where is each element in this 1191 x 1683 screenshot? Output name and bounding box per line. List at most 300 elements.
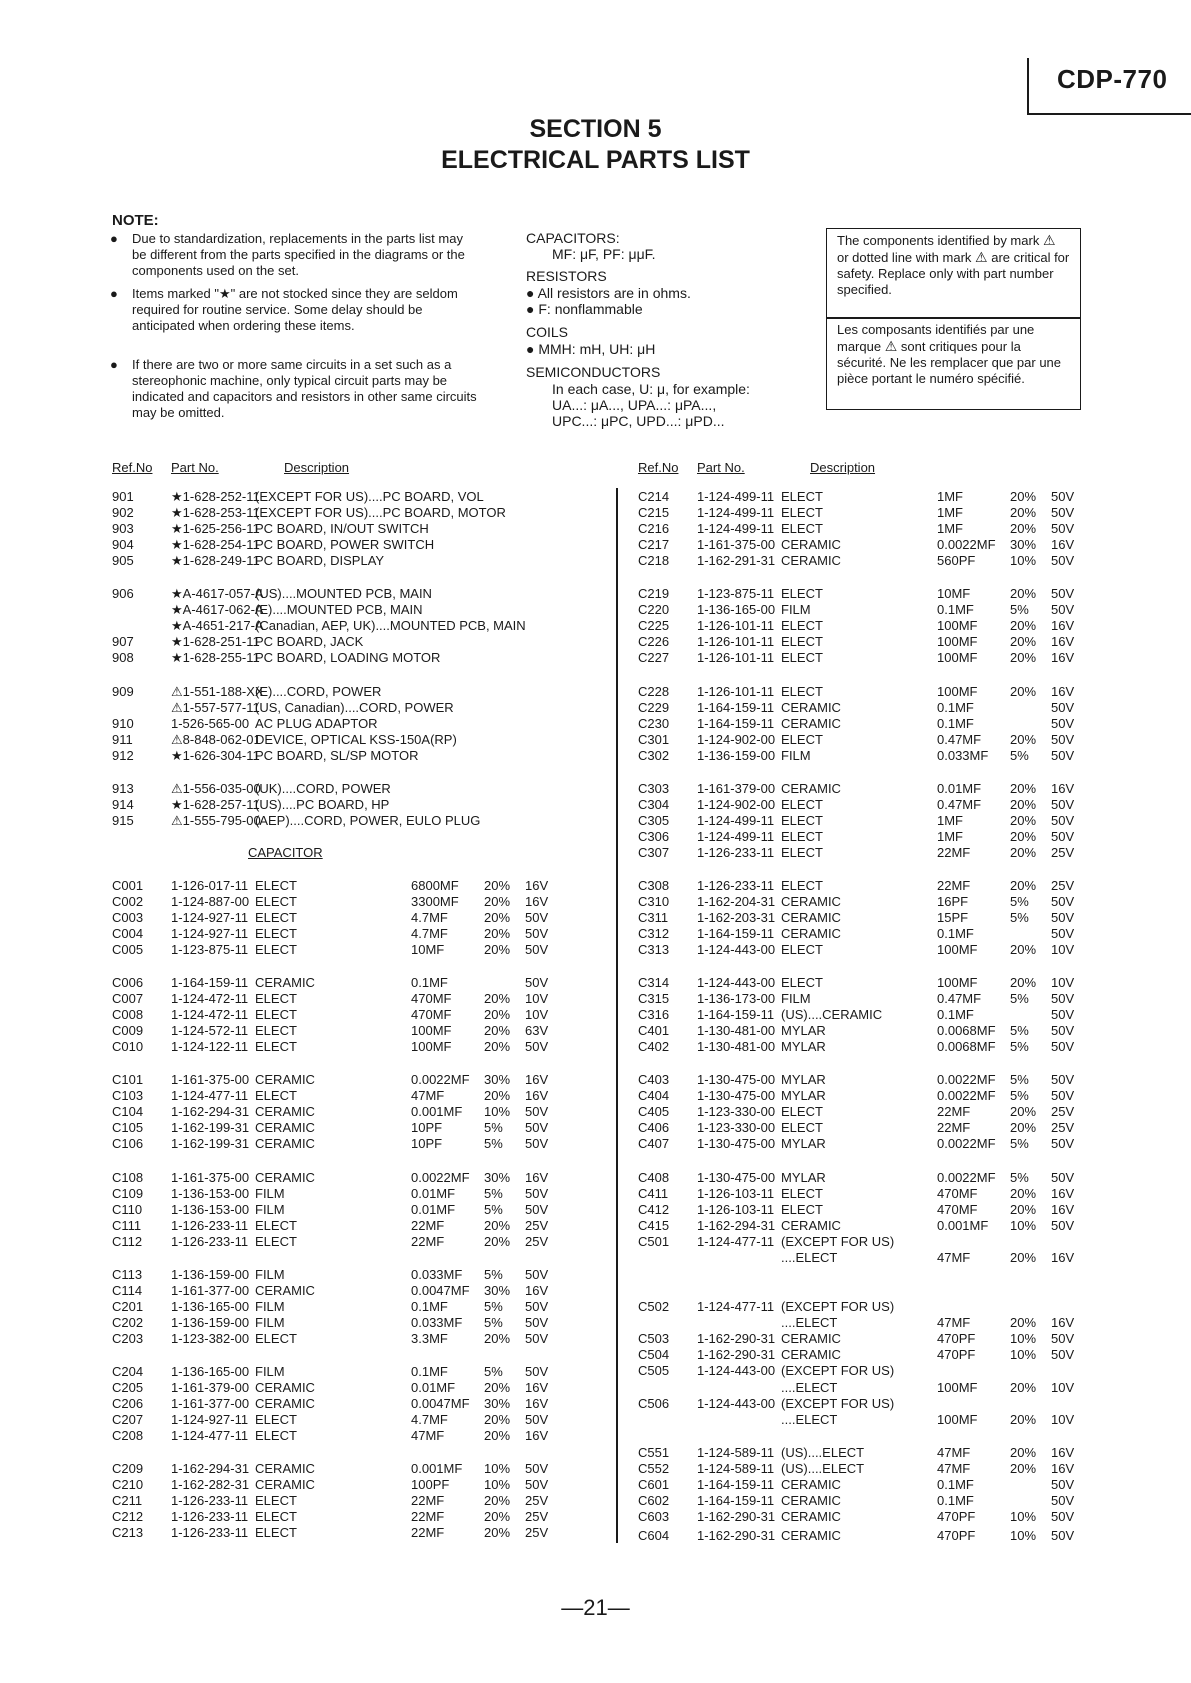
cell-val: 100MF xyxy=(937,634,978,649)
cell-desc: MYLAR xyxy=(781,1088,826,1103)
cell-part: 1-124-499-11 xyxy=(697,521,775,536)
cell-desc: ELECT xyxy=(255,942,297,957)
cell-desc: ELECT xyxy=(781,684,823,699)
cell-ref: 906 xyxy=(112,586,134,601)
cell-ref: C301 xyxy=(638,732,670,747)
cell-volt: 50V xyxy=(1051,894,1075,909)
cell-val: 0.0022MF xyxy=(411,1170,470,1185)
cell-volt: 50V xyxy=(1051,1509,1075,1524)
cell-part: 1-124-927-11 xyxy=(171,1412,249,1427)
cell-part: 1-124-902-00 xyxy=(697,797,776,812)
parts-row xyxy=(112,1186,602,1202)
cell-volt: 50V xyxy=(525,1315,549,1330)
cell-desc: CERAMIC xyxy=(781,537,841,552)
cell-val: 0.01MF xyxy=(937,781,982,796)
cell-part: 1-162-199-31 xyxy=(171,1120,250,1135)
cell-tol: 20% xyxy=(484,1088,511,1103)
parts-row xyxy=(112,586,602,602)
cell-val: 100MF xyxy=(937,618,978,633)
cell-ref: 908 xyxy=(112,650,134,665)
cell-volt: 50V xyxy=(525,926,549,941)
cell-part: ★1-626-304-11 xyxy=(171,748,260,763)
cell-val: 0.1MF xyxy=(937,1007,974,1022)
cell-tol: 10% xyxy=(1010,1218,1037,1233)
parts-row xyxy=(638,894,1128,910)
cell-val: 470MF xyxy=(937,1186,978,1201)
cell-ref: 910 xyxy=(112,716,134,731)
cell-ref: C310 xyxy=(638,894,670,909)
header-part-no-right: Part No. xyxy=(697,460,745,475)
cell-ref: C403 xyxy=(638,1072,670,1087)
cell-part: 1-124-927-11 xyxy=(171,910,249,925)
parts-row xyxy=(638,505,1128,521)
parts-row xyxy=(112,813,602,829)
cell-desc: CERAMIC xyxy=(781,926,841,941)
cell-desc: ELECT xyxy=(255,1525,297,1540)
legend-semis-line3: UPC...: μPC, UPD...: μPD... xyxy=(552,413,725,429)
cell-part: ★1-628-253-11 xyxy=(171,505,260,520)
parts-row xyxy=(112,1525,602,1541)
cell-val: 0.0022MF xyxy=(937,1170,996,1185)
cell-tol: 10% xyxy=(1010,1509,1037,1524)
cell-ref: C004 xyxy=(112,926,144,941)
cell-volt: 50V xyxy=(1051,991,1075,1006)
cell-part: 1-136-153-00 xyxy=(171,1202,250,1217)
parts-row xyxy=(638,1234,1128,1250)
parts-row xyxy=(638,781,1128,797)
cell-volt: 50V xyxy=(1051,1023,1075,1038)
cell-ref: C406 xyxy=(638,1120,670,1135)
cell-desc: FILM xyxy=(255,1364,285,1379)
parts-row xyxy=(638,521,1128,537)
cell-part: 1-136-165-00 xyxy=(697,602,776,617)
parts-row xyxy=(638,1331,1128,1347)
cell-val: 0.0068MF xyxy=(937,1023,996,1038)
cell-desc: ELECT xyxy=(255,878,297,893)
cell-volt: 50V xyxy=(1051,829,1075,844)
cell-desc: CERAMIC xyxy=(781,1218,841,1233)
cell-desc: ELECT xyxy=(255,1039,297,1054)
cell-ref: C230 xyxy=(638,716,670,731)
cell-ref: C225 xyxy=(638,618,670,633)
cell-volt: 25V xyxy=(1051,1120,1075,1135)
safety-notice-fr: Les composants identifiés par une marque ⚠ sont critiques pour la sécurité. Ne les remplacer que par une pièce portant le numéro spécifié. xyxy=(826,318,1081,410)
cell-tol: 5% xyxy=(1010,748,1029,763)
cell-ref: C504 xyxy=(638,1347,670,1362)
parts-row xyxy=(112,1331,602,1347)
cell-desc: CERAMIC xyxy=(781,716,841,731)
cell-desc: CERAMIC xyxy=(781,1477,841,1492)
cell-ref: C211 xyxy=(112,1493,143,1508)
cell-ref: C604 xyxy=(638,1528,670,1543)
cell-desc: MYLAR xyxy=(781,1136,826,1151)
cell-volt: 16V xyxy=(525,1283,549,1298)
parts-row xyxy=(112,926,602,942)
cell-volt: 25V xyxy=(1051,878,1075,893)
cell-ref: C411 xyxy=(638,1186,669,1201)
cell-val: 0.0022MF xyxy=(937,1136,996,1151)
cell-desc: ELECT xyxy=(781,845,823,860)
parts-row xyxy=(638,748,1128,764)
cell-tol: 30% xyxy=(484,1170,511,1185)
cell-val: 47MF xyxy=(411,1428,445,1443)
parts-row xyxy=(112,1218,602,1234)
cell-part: 1-136-173-00 xyxy=(697,991,776,1006)
cell-part: ⚠1-551-188-XX xyxy=(171,684,264,699)
cell-ref: C501 xyxy=(638,1234,670,1249)
cell-ref: C552 xyxy=(638,1461,670,1476)
cell-desc: (US)....MOUNTED PCB, MAIN xyxy=(255,586,432,601)
cell-volt: 10V xyxy=(525,1007,549,1022)
cell-tol: 5% xyxy=(484,1202,503,1217)
bullet-icon: ● xyxy=(110,231,118,246)
cell-desc: CERAMIC xyxy=(781,1509,841,1524)
cell-ref: 912 xyxy=(112,748,134,763)
cell-part: 1-136-159-00 xyxy=(697,748,776,763)
parts-row xyxy=(112,991,602,1007)
cell-val: 0.1MF xyxy=(937,602,974,617)
cell-volt: 50V xyxy=(1051,1170,1075,1185)
cell-val: 0.033MF xyxy=(411,1267,463,1282)
cell-desc: (US)....PC BOARD, HP xyxy=(255,797,390,812)
parts-row xyxy=(638,1023,1128,1039)
model-number: CDP-770 xyxy=(1057,64,1168,94)
section-number: SECTION 5 xyxy=(529,115,662,143)
cell-val: 6800MF xyxy=(411,878,459,893)
cell-part: 1-126-017-11 xyxy=(171,878,249,893)
cell-val: 100MF xyxy=(937,1380,978,1395)
parts-row xyxy=(112,1283,602,1299)
cell-desc: ELECT xyxy=(781,1120,823,1135)
parts-row xyxy=(638,942,1128,958)
parts-row xyxy=(112,1023,602,1039)
cell-desc: CERAMIC xyxy=(255,1477,315,1492)
cell-ref: C201 xyxy=(112,1299,144,1314)
cell-desc: (EXCEPT FOR US)....PC BOARD, VOL xyxy=(255,489,484,504)
parts-row xyxy=(638,1461,1128,1477)
cell-ref: C308 xyxy=(638,878,670,893)
cell-part: 1-126-101-11 xyxy=(697,618,775,633)
cell-volt: 25V xyxy=(1051,845,1075,860)
cell-part: 1-126-101-11 xyxy=(697,684,775,699)
cell-tol: 20% xyxy=(1010,521,1037,536)
cell-part: 1-124-499-11 xyxy=(697,505,775,520)
cell-ref: C307 xyxy=(638,845,670,860)
cell-volt: 16V xyxy=(1051,650,1075,665)
cell-desc: CERAMIC xyxy=(255,1380,315,1395)
cell-desc: CERAMIC xyxy=(255,1120,315,1135)
cell-volt: 25V xyxy=(525,1493,549,1508)
cell-part: 1-136-159-00 xyxy=(171,1315,250,1330)
parts-row xyxy=(112,1299,602,1315)
cell-part: 1-130-481-00 xyxy=(697,1039,776,1054)
bullet-icon: ● xyxy=(110,357,118,372)
cell-part: 1-162-290-31 xyxy=(697,1347,776,1362)
parts-row xyxy=(638,1363,1128,1379)
cell-tol: 30% xyxy=(484,1072,511,1087)
cell-tol: 20% xyxy=(1010,586,1037,601)
parts-row xyxy=(638,618,1128,634)
cell-desc: CERAMIC xyxy=(781,1331,841,1346)
cell-part: 1-162-294-31 xyxy=(697,1218,776,1233)
cell-val: 0.47MF xyxy=(937,991,982,1006)
cell-ref: C506 xyxy=(638,1396,670,1411)
legend-semis-line1: In each case, U: μ, for example: xyxy=(552,381,750,397)
cell-part: 1-162-199-31 xyxy=(171,1136,250,1151)
cell-desc: FILM xyxy=(255,1186,285,1201)
header-part-no: Part No. xyxy=(171,460,219,475)
cell-tol: 20% xyxy=(1010,650,1037,665)
cell-desc: FILM xyxy=(255,1267,285,1282)
cell-tol: 20% xyxy=(1010,618,1037,633)
cell-part: 1-162-294-31 xyxy=(171,1104,250,1119)
cell-ref: C204 xyxy=(112,1364,144,1379)
cell-volt: 16V xyxy=(1051,781,1075,796)
cell-ref: C551 xyxy=(638,1445,670,1460)
cell-part: 1-136-153-00 xyxy=(171,1186,250,1201)
cell-ref: C218 xyxy=(638,553,670,568)
cell-part: 1-124-477-11 xyxy=(171,1428,249,1443)
header-description: Description xyxy=(284,460,350,475)
cell-desc: ....ELECT xyxy=(781,1315,838,1330)
cell-volt: 50V xyxy=(1051,505,1075,520)
cell-part: 1-124-499-11 xyxy=(697,489,775,504)
cell-ref: C603 xyxy=(638,1509,670,1524)
cell-volt: 16V xyxy=(1051,634,1075,649)
cell-ref: C008 xyxy=(112,1007,144,1022)
cell-val: 560PF xyxy=(937,553,976,568)
cell-part: 1-124-589-11 xyxy=(697,1445,775,1460)
cell-val: 0.0047MF xyxy=(411,1283,470,1298)
cell-volt: 50V xyxy=(1051,1088,1075,1103)
parts-row xyxy=(638,684,1128,700)
cell-volt: 50V xyxy=(1051,1528,1075,1543)
parts-row xyxy=(112,1396,602,1412)
header-description-right: Description xyxy=(810,460,876,475)
cell-ref: 902 xyxy=(112,505,134,520)
parts-row xyxy=(638,553,1128,569)
parts-row xyxy=(638,910,1128,926)
cell-tol: 5% xyxy=(1010,1088,1029,1103)
cell-tol: 20% xyxy=(1010,1202,1037,1217)
cell-volt: 50V xyxy=(1051,1493,1075,1508)
cell-val: 47MF xyxy=(411,1088,445,1103)
cell-tol: 20% xyxy=(1010,942,1037,957)
cell-desc: PC BOARD, JACK xyxy=(255,634,364,649)
parts-row xyxy=(638,489,1128,505)
cell-part: ★1-628-251-11 xyxy=(171,634,260,649)
cell-ref: C114 xyxy=(112,1283,143,1298)
cell-val: 0.1MF xyxy=(937,926,974,941)
cell-part: 1-123-330-00 xyxy=(697,1104,776,1119)
cell-desc: PC BOARD, IN/OUT SWITCH xyxy=(255,521,429,536)
cell-desc: CERAMIC xyxy=(255,1396,315,1411)
cell-ref: C209 xyxy=(112,1461,144,1476)
cell-part: 1-136-165-00 xyxy=(171,1299,250,1314)
cell-ref: C312 xyxy=(638,926,670,941)
cell-volt: 50V xyxy=(1051,489,1075,504)
cell-desc: AC PLUG ADAPTOR xyxy=(255,716,378,731)
cell-part: 1-164-159-11 xyxy=(697,1477,775,1492)
cell-volt: 10V xyxy=(525,991,549,1006)
cell-desc: (EXCEPT FOR US) xyxy=(781,1234,895,1249)
cell-part: 1-126-103-11 xyxy=(697,1186,775,1201)
cell-desc: ELECT xyxy=(255,1088,297,1103)
bullet-icon: ● xyxy=(526,301,539,317)
cell-desc: ELECT xyxy=(781,942,823,957)
parts-row xyxy=(638,634,1128,650)
cell-tol: 20% xyxy=(1010,1250,1037,1265)
cell-ref: C007 xyxy=(112,991,144,1006)
cell-ref: C206 xyxy=(112,1396,144,1411)
cell-volt: 16V xyxy=(1051,618,1075,633)
cell-volt: 16V xyxy=(1051,684,1075,699)
cell-desc: CERAMIC xyxy=(255,1104,315,1119)
cell-desc: ELECT xyxy=(781,586,823,601)
cell-ref: C314 xyxy=(638,975,670,990)
cell-volt: 25V xyxy=(525,1525,549,1540)
cell-ref: C009 xyxy=(112,1023,144,1038)
parts-row xyxy=(638,1072,1128,1088)
parts-row xyxy=(112,1380,602,1396)
cell-part: ★1-628-254-11 xyxy=(171,537,260,552)
cell-volt: 50V xyxy=(1051,1218,1075,1233)
cell-ref: C002 xyxy=(112,894,144,909)
cell-part: 1-161-377-00 xyxy=(171,1396,250,1411)
parts-row xyxy=(112,553,602,569)
cell-ref: C208 xyxy=(112,1428,144,1443)
parts-row xyxy=(112,975,602,991)
cell-val: 100MF xyxy=(937,1412,978,1427)
cell-part: 1-123-875-11 xyxy=(697,586,775,601)
cell-volt: 50V xyxy=(1051,586,1075,601)
cell-desc: ELECT xyxy=(255,910,297,925)
parts-row xyxy=(638,1136,1128,1152)
legend-capacitors-units: MF: μF, PF: μμF. xyxy=(552,246,656,262)
cell-desc: PC BOARD, DISPLAY xyxy=(255,553,385,568)
cell-desc: CERAMIC xyxy=(781,1493,841,1508)
cell-tol: 20% xyxy=(1010,1186,1037,1201)
cell-ref: C503 xyxy=(638,1331,670,1346)
note-item-2: ● Items marked "★" are not stocked since they are seldom required for routine service. Some delay should be anticipated when ordering these items. xyxy=(110,286,458,333)
cell-desc: CERAMIC xyxy=(781,781,841,796)
cell-part: 1-123-330-00 xyxy=(697,1120,776,1135)
legend-resistors-ohms: ● All resistors are in ohms. xyxy=(526,285,691,301)
cell-tol: 20% xyxy=(484,1023,511,1038)
cell-desc: PC BOARD, SL/SP MOTOR xyxy=(255,748,419,763)
cell-desc: ELECT xyxy=(781,505,823,520)
cell-val: 0.033MF xyxy=(937,748,989,763)
cell-part: 1-124-902-00 xyxy=(697,732,776,747)
cell-volt: 50V xyxy=(1051,553,1075,568)
cell-volt: 50V xyxy=(525,1186,549,1201)
parts-row xyxy=(638,878,1128,894)
cell-desc: ELECT xyxy=(781,1202,823,1217)
cell-volt: 50V xyxy=(525,1120,549,1135)
cell-tol: 20% xyxy=(484,1428,511,1443)
cell-tol: 20% xyxy=(484,1525,511,1540)
cell-ref: C213 xyxy=(112,1525,144,1540)
cell-val: 1MF xyxy=(937,505,963,520)
cell-tol: 20% xyxy=(484,1234,511,1249)
cell-val: 0.0022MF xyxy=(937,1088,996,1103)
cell-val: 22MF xyxy=(411,1509,445,1524)
header-ref-no: Ref.No xyxy=(112,460,153,475)
cell-part: 1-126-233-11 xyxy=(171,1509,249,1524)
cell-ref: C228 xyxy=(638,684,670,699)
cell-val: 100MF xyxy=(937,684,978,699)
cell-volt: 50V xyxy=(1051,1477,1075,1492)
cell-desc: PC BOARD, POWER SWITCH xyxy=(255,537,435,552)
cell-val: 470PF xyxy=(937,1347,976,1362)
cell-tol: 20% xyxy=(484,1493,511,1508)
cell-tol: 10% xyxy=(1010,1528,1037,1543)
parts-row xyxy=(638,1477,1128,1493)
cell-volt: 16V xyxy=(1051,1315,1075,1330)
cell-tol: 20% xyxy=(1010,845,1037,860)
parts-row xyxy=(112,505,602,521)
cell-ref: 909 xyxy=(112,684,134,699)
cell-val: 0.1MF xyxy=(411,1299,448,1314)
cell-volt: 50V xyxy=(1051,1039,1075,1054)
parts-row xyxy=(638,1186,1128,1202)
cell-tol: 5% xyxy=(484,1364,503,1379)
cell-val: 10MF xyxy=(937,586,971,601)
cell-desc: ELECT xyxy=(255,926,297,941)
cell-desc: ELECT xyxy=(255,1509,297,1524)
cell-volt: 10V xyxy=(1051,975,1075,990)
cell-volt: 25V xyxy=(525,1218,549,1233)
cell-val: 16PF xyxy=(937,894,969,909)
parts-row xyxy=(112,489,602,505)
parts-row xyxy=(112,1170,602,1186)
parts-row xyxy=(638,991,1128,1007)
parts-row xyxy=(638,1347,1128,1363)
cell-desc: (US)....ELECT xyxy=(781,1445,865,1460)
cell-tol: 10% xyxy=(1010,1331,1037,1346)
cell-desc: (E)....CORD, POWER xyxy=(255,684,382,699)
cell-part: 1-161-379-00 xyxy=(171,1380,250,1395)
cell-part: 1-164-159-11 xyxy=(697,926,775,941)
cell-ref: C305 xyxy=(638,813,670,828)
cell-tol: 20% xyxy=(1010,1412,1037,1427)
cell-part: 1-162-204-31 xyxy=(697,894,776,909)
cell-part: 1-136-159-00 xyxy=(171,1267,250,1282)
cell-val: 47MF xyxy=(937,1315,971,1330)
parts-row xyxy=(112,942,602,958)
parts-row xyxy=(638,602,1128,618)
cell-val: 100MF xyxy=(411,1039,452,1054)
cell-tol: 5% xyxy=(484,1299,503,1314)
cell-desc: (EXCEPT FOR US) xyxy=(781,1363,895,1378)
cell-desc: ELECT xyxy=(255,991,297,1006)
cell-val: 10PF xyxy=(411,1136,443,1151)
cell-volt: 50V xyxy=(525,1477,549,1492)
cell-tol: 20% xyxy=(484,1218,511,1233)
cell-ref: C110 xyxy=(112,1202,143,1217)
parts-row xyxy=(112,700,602,716)
legend-coils: COILS xyxy=(526,324,569,340)
section-title: ELECTRICAL PARTS LIST xyxy=(441,146,750,174)
cell-volt: 50V xyxy=(1051,700,1075,715)
cell-part: 1-161-375-00 xyxy=(697,537,776,552)
legend-capacitors: CAPACITORS: xyxy=(526,230,620,246)
parts-row xyxy=(638,829,1128,845)
cell-ref: 913 xyxy=(112,781,134,796)
cell-tol: 20% xyxy=(1010,813,1037,828)
cell-ref: C316 xyxy=(638,1007,670,1022)
cell-ref: C109 xyxy=(112,1186,144,1201)
